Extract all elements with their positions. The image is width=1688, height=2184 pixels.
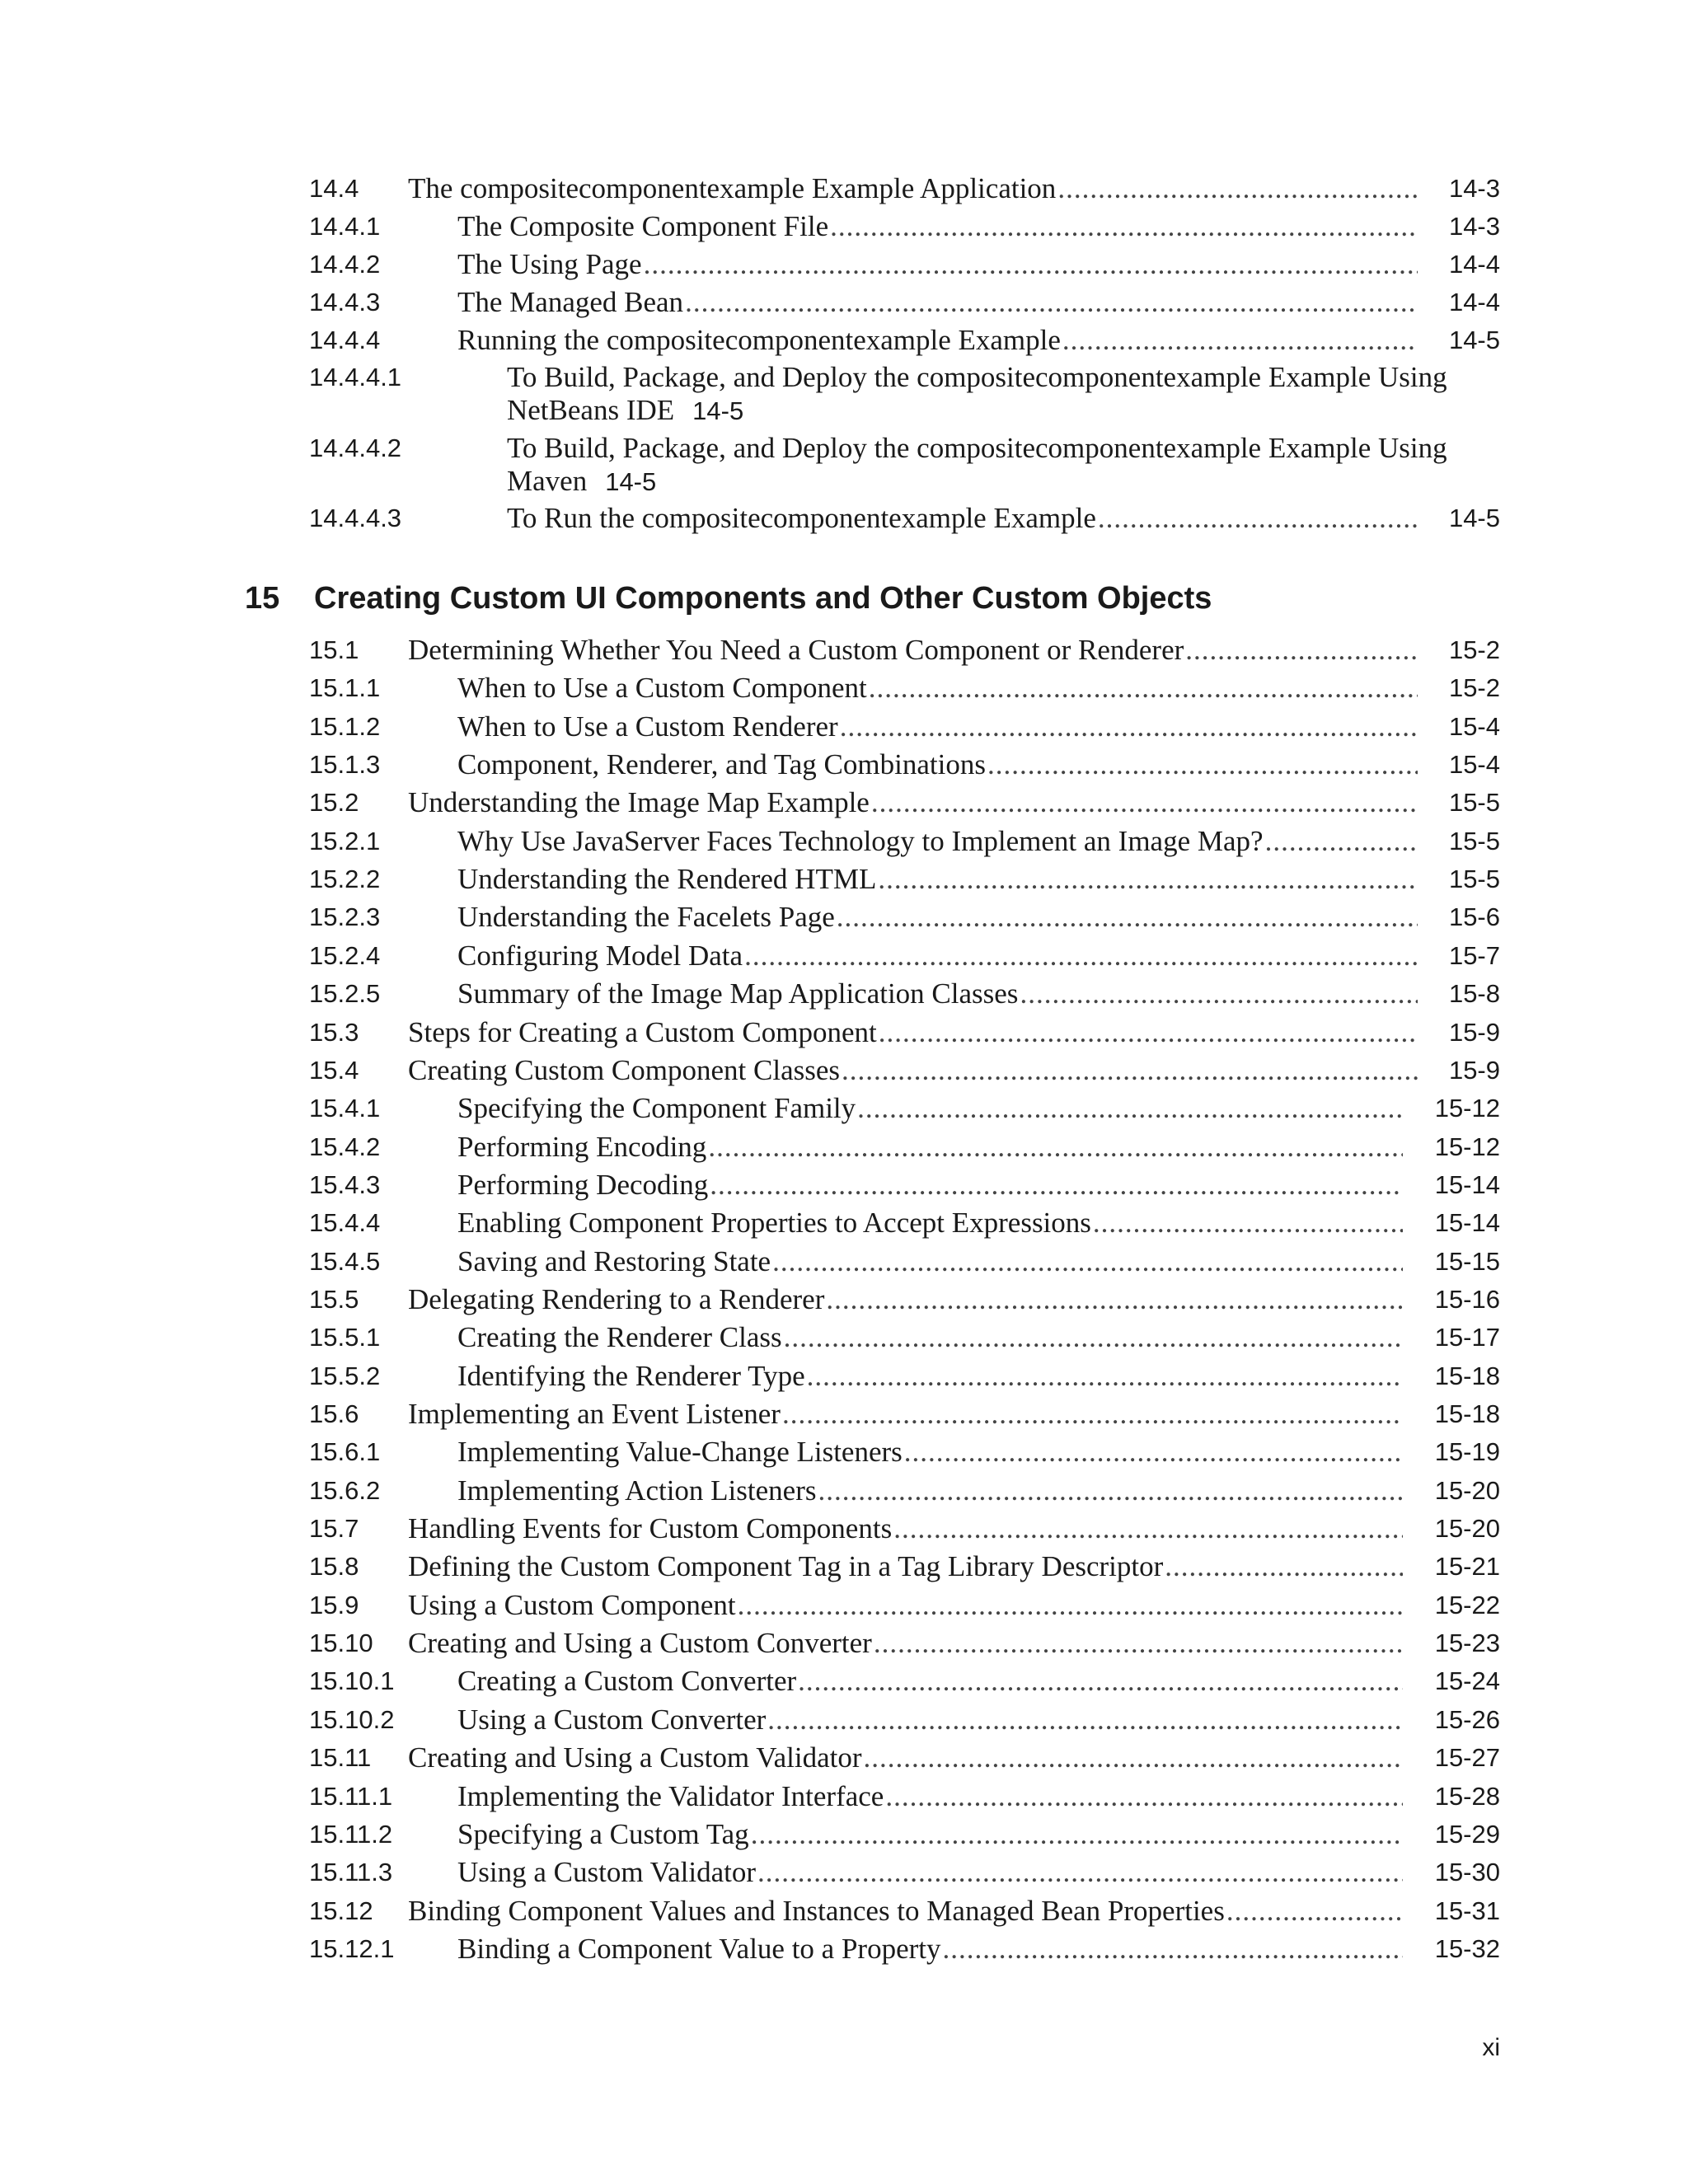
entry-number: 15.11.2 <box>309 1820 393 1849</box>
footer-page-number: xi <box>1482 2034 1500 2061</box>
entry-page: 15-20 <box>1434 1476 1500 1505</box>
toc-entry-15-10[interactable] <box>309 1624 1500 1662</box>
entry-page: 15-19 <box>1434 1437 1500 1466</box>
entry-title: The Using Page ..... <box>457 246 1418 284</box>
entry-number: 15.4.4 <box>309 1208 381 1237</box>
entry-page: 14-5 <box>1448 326 1500 354</box>
chapter-number: 15 <box>245 581 280 616</box>
entry-title: Using a Custom Component ..... <box>408 1586 1403 1624</box>
toc-entry-15-6-2[interactable] <box>309 1472 1500 1510</box>
entry-page: 15-7 <box>1448 941 1500 970</box>
entry-number: 15.10 <box>309 1629 373 1657</box>
entry-page: 15-9 <box>1448 1018 1500 1047</box>
entry-number: 15.4.2 <box>309 1132 381 1161</box>
entry-page: 15-2 <box>1448 635 1500 664</box>
entry-number: 15.12 <box>309 1896 373 1925</box>
entry-title: Performing Decoding ..... <box>457 1166 1403 1204</box>
entry-page: 15-6 <box>1448 902 1500 931</box>
toc-entry-15-5[interactable] <box>309 1281 1500 1319</box>
entry-number: 15.10.2 <box>309 1705 395 1734</box>
toc-entry-15-7[interactable] <box>309 1510 1500 1548</box>
entry-number: 15.6.1 <box>309 1437 381 1466</box>
toc-entry-14-4-4-2[interactable] <box>309 432 1500 501</box>
entry-page: 15-14 <box>1434 1170 1500 1199</box>
entry-page: 14-5 <box>692 396 744 425</box>
entry-number: 14.4.3 <box>309 288 381 316</box>
chapter-heading[interactable] <box>245 574 1212 623</box>
entry-title: Implementing the Validator Interface ..... <box>457 1778 1403 1816</box>
entry-title: Using a Custom Validator ..... <box>457 1854 1403 1891</box>
toc-entry-15-6-1[interactable] <box>309 1433 1500 1471</box>
entry-number: 14.4 <box>309 174 359 203</box>
entry-title: Delegating Rendering to a Renderer ..... <box>408 1281 1403 1319</box>
entry-title: Creating and Using a Custom Validator ..... <box>408 1739 1403 1777</box>
entry-title: Creating a Custom Converter ..... <box>457 1662 1403 1700</box>
entry-page: 15-21 <box>1434 1552 1500 1581</box>
toc-entry-14-4[interactable] <box>309 170 1500 208</box>
entry-title: The Composite Component File ..... <box>457 208 1418 246</box>
entry-number: 15.1 <box>309 635 359 664</box>
toc-entry-15-10-2[interactable] <box>309 1701 1500 1739</box>
entry-title: Specifying the Component Family ..... <box>457 1090 1403 1127</box>
entry-number: 14.4.2 <box>309 250 381 279</box>
entry-title: To Run the compositecomponentexample Example ..... <box>507 499 1418 537</box>
entry-title: Running the compositecomponentexample Example ..... <box>457 321 1418 359</box>
entry-page: 14-5 <box>605 467 657 496</box>
toc-entry-15-4[interactable] <box>309 1052 1500 1090</box>
entry-page: 15-18 <box>1434 1399 1500 1428</box>
entry-number: 15.3 <box>309 1018 359 1047</box>
entry-number: 15.5.1 <box>309 1323 381 1352</box>
entry-page: 15-9 <box>1448 1056 1500 1085</box>
entry-page: 15-5 <box>1448 827 1500 855</box>
entry-page: 15-27 <box>1434 1743 1500 1772</box>
entry-number: 14.4.4.1 <box>309 363 402 391</box>
entry-title: Determining Whether You Need a Custom Component or Renderer ..... <box>408 631 1418 669</box>
entry-page: 14-3 <box>1448 174 1500 203</box>
toc-entry-15-4-3[interactable] <box>309 1166 1500 1204</box>
toc-entry-15-2-1[interactable] <box>309 823 1500 860</box>
toc-entry-14-4-4[interactable] <box>309 321 1500 359</box>
entry-title: To Build, Package, and Deploy the compositecomponentexample Example Using Maven 14-5 <box>507 432 1447 497</box>
entry-title: Configuring Model Data ..... <box>457 937 1418 975</box>
entry-page: 15-5 <box>1448 788 1500 817</box>
entry-page: 15-24 <box>1434 1666 1500 1695</box>
entry-page: 15-17 <box>1434 1323 1500 1352</box>
toc-entry-15-12[interactable] <box>309 1892 1500 1930</box>
entry-title: Binding Component Values and Instances to Managed Bean Properties ..... <box>408 1892 1403 1930</box>
entry-title: Understanding the Image Map Example ..... <box>408 784 1418 822</box>
entry-title: Why Use JavaServer Faces Technology to Implement an Image Map? ..... <box>457 823 1418 860</box>
entry-number: 15.2.2 <box>309 865 381 893</box>
entry-title: Understanding the Rendered HTML ..... <box>457 860 1418 898</box>
entry-number: 14.4.4 <box>309 326 381 354</box>
toc-entry-14-4-3[interactable] <box>309 284 1500 321</box>
entry-title: Specifying a Custom Tag ..... <box>457 1816 1403 1854</box>
entry-title: Using a Custom Converter ..... <box>457 1701 1403 1739</box>
toc-entry-14-4-1[interactable] <box>309 208 1500 246</box>
entry-title: When to Use a Custom Component ..... <box>457 669 1418 707</box>
entry-title: Creating the Renderer Class ..... <box>457 1319 1403 1357</box>
entry-number: 15.1.1 <box>309 673 381 702</box>
entry-title: Enabling Component Properties to Accept Expressions ..... <box>457 1204 1403 1242</box>
entry-page: 15-16 <box>1434 1285 1500 1314</box>
entry-page: 15-12 <box>1434 1132 1500 1161</box>
toc-entry-15-4-5[interactable] <box>309 1243 1500 1281</box>
entry-title: To Build, Package, and Deploy the compositecomponentexample Example Using NetBeans IDE 14-5 <box>507 361 1447 426</box>
toc-entry-15-3[interactable] <box>309 1014 1500 1052</box>
entry-title: When to Use a Custom Renderer ..... <box>457 708 1418 746</box>
entry-number: 15.1.3 <box>309 750 381 779</box>
toc-entry-14-4-2[interactable] <box>309 246 1500 284</box>
entry-title: Saving and Restoring State ..... <box>457 1243 1403 1281</box>
entry-title: Component, Renderer, and Tag Combinations ..... <box>457 746 1418 784</box>
entry-title: The compositecomponentexample Example Application ..... <box>408 170 1418 208</box>
toc-entry-15-1-3[interactable] <box>309 746 1500 784</box>
entry-page: 15-20 <box>1434 1514 1500 1543</box>
entry-number: 15.4 <box>309 1056 359 1085</box>
toc-entry-15-11[interactable] <box>309 1739 1500 1777</box>
entry-page: 14-4 <box>1448 250 1500 279</box>
entry-page: 15-5 <box>1448 865 1500 893</box>
entry-number: 15.2.4 <box>309 941 381 970</box>
toc-entry-15-2-5[interactable] <box>309 975 1500 1013</box>
entry-page: 15-22 <box>1434 1591 1500 1619</box>
toc-entry-15-2-3[interactable] <box>309 898 1500 936</box>
entry-title: Understanding the Facelets Page ..... <box>457 898 1418 936</box>
entry-number: 15.11 <box>309 1743 372 1772</box>
chapter-title: Creating Custom UI Components and Other Custom Objects <box>314 581 1212 616</box>
toc-entry-15-2-2[interactable] <box>309 860 1500 898</box>
entry-page: 15-12 <box>1434 1094 1500 1122</box>
entry-page: 15-4 <box>1448 750 1500 779</box>
entry-number: 15.11.3 <box>309 1858 393 1886</box>
entry-number: 15.12.1 <box>309 1934 395 1963</box>
entry-number: 15.2.1 <box>309 827 381 855</box>
entry-number: 15.10.1 <box>309 1666 395 1695</box>
entry-title: Identifying the Renderer Type ..... <box>457 1357 1403 1395</box>
entry-number: 15.2.3 <box>309 902 381 931</box>
toc-entry-15-11-1[interactable] <box>309 1778 1500 1816</box>
entry-number: 15.6 <box>309 1399 359 1428</box>
entry-title: Implementing Value-Change Listeners ..... <box>457 1433 1403 1471</box>
entry-page: 15-23 <box>1434 1629 1500 1657</box>
entry-page: 15-2 <box>1448 673 1500 702</box>
entry-number: 15.9 <box>309 1591 359 1619</box>
toc-entry-15-1-2[interactable] <box>309 708 1500 746</box>
entry-page: 15-26 <box>1434 1705 1500 1734</box>
entry-number: 15.6.2 <box>309 1476 381 1505</box>
toc-entry-15-11-2[interactable] <box>309 1816 1500 1854</box>
entry-page: 15-14 <box>1434 1208 1500 1237</box>
toc-entry-15-4-4[interactable] <box>309 1204 1500 1242</box>
entry-number: 14.4.4.2 <box>309 434 402 462</box>
entry-number: 15.1.2 <box>309 712 381 741</box>
entry-page: 15-15 <box>1434 1247 1500 1276</box>
entry-title: Defining the Custom Component Tag in a Tag Library Descriptor ..... <box>408 1548 1403 1586</box>
entry-page: 15-8 <box>1448 979 1500 1008</box>
entry-page: 15-29 <box>1434 1820 1500 1849</box>
entry-page: 15-4 <box>1448 712 1500 741</box>
entry-number: 15.8 <box>309 1552 359 1581</box>
entry-number: 15.5 <box>309 1285 359 1314</box>
entry-page: 14-5 <box>1448 504 1500 532</box>
entry-number: 15.2.5 <box>309 979 381 1008</box>
toc-entry-15-4-2[interactable] <box>309 1128 1500 1166</box>
entry-page: 15-32 <box>1434 1934 1500 1963</box>
entry-number: 15.4.1 <box>309 1094 381 1122</box>
toc-entry-14-4-4-3[interactable] <box>309 499 1500 537</box>
toc-entry-15-6[interactable] <box>309 1395 1500 1433</box>
entry-title: Summary of the Image Map Application Classes ..... <box>457 975 1418 1013</box>
entry-title: Implementing an Event Listener ..... <box>408 1395 1403 1433</box>
entry-page: 14-4 <box>1448 288 1500 316</box>
entry-title: The Managed Bean ..... <box>457 284 1418 321</box>
entry-number: 15.5.2 <box>309 1361 381 1390</box>
toc-entry-15-11-3[interactable] <box>309 1854 1500 1891</box>
entry-title: Performing Encoding ..... <box>457 1128 1403 1166</box>
toc-entry-15-9[interactable] <box>309 1586 1500 1624</box>
entry-title: Binding a Component Value to a Property ..... <box>457 1930 1403 1968</box>
entry-title: Implementing Action Listeners ..... <box>457 1472 1403 1510</box>
toc-entry-15-4-1[interactable] <box>309 1090 1500 1127</box>
entry-page: 15-30 <box>1434 1858 1500 1886</box>
entry-number: 15.7 <box>309 1514 359 1543</box>
toc-entry-15-8[interactable] <box>309 1548 1500 1586</box>
toc-entry-15-1-1[interactable] <box>309 669 1500 707</box>
entry-title: Creating Custom Component Classes ..... <box>408 1052 1418 1090</box>
entry-title: Creating and Using a Custom Converter ..... <box>408 1624 1403 1662</box>
entry-number: 15.4.3 <box>309 1170 381 1199</box>
toc-entry-15-5-1[interactable] <box>309 1319 1500 1357</box>
toc-entry-15-1[interactable] <box>309 631 1500 669</box>
entry-page: 14-3 <box>1448 212 1500 241</box>
entry-number: 15.2 <box>309 788 359 817</box>
toc-entry-15-5-2[interactable] <box>309 1357 1500 1395</box>
toc-entry-15-10-1[interactable] <box>309 1662 1500 1700</box>
toc-entry-15-2[interactable] <box>309 784 1500 822</box>
entry-number: 14.4.1 <box>309 212 381 241</box>
toc-entry-15-12-1[interactable] <box>309 1930 1500 1968</box>
toc-entry-14-4-4-1[interactable] <box>309 361 1500 430</box>
entry-number: 15.4.5 <box>309 1247 381 1276</box>
entry-title: Steps for Creating a Custom Component ..... <box>408 1014 1418 1052</box>
entry-page: 15-18 <box>1434 1361 1500 1390</box>
entry-title: Handling Events for Custom Components ..... <box>408 1510 1403 1548</box>
entry-page: 15-28 <box>1434 1782 1500 1811</box>
entry-number: 14.4.4.3 <box>309 504 402 532</box>
entry-page: 15-31 <box>1434 1896 1500 1925</box>
entry-number: 15.11.1 <box>309 1782 393 1811</box>
toc-entry-15-2-4[interactable] <box>309 937 1500 975</box>
